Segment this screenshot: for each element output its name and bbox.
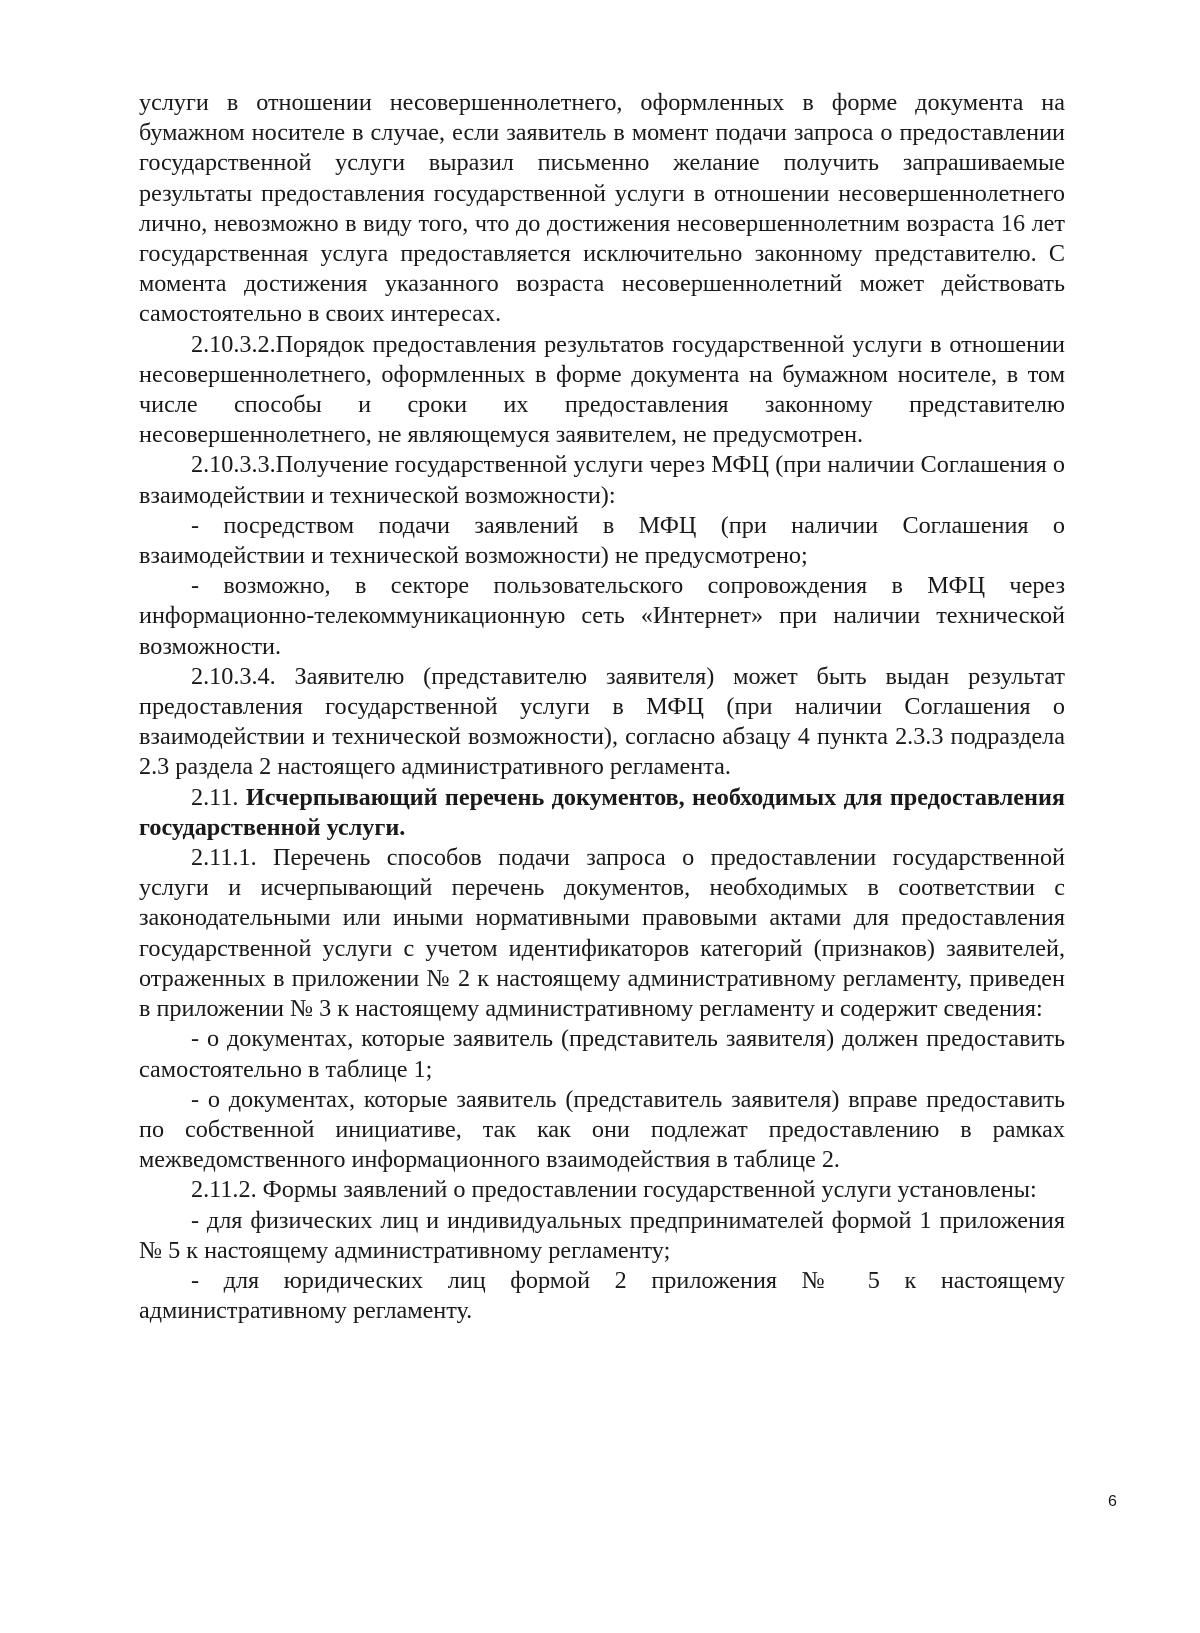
document-body <box>139 88 1065 1326</box>
paragraph-2-11-1: 2.11.1. Перечень способов подачи запроса о предоставлении государственной услуги и исчерпывающий перечень документов, необходимых в соответствии с законодательными или иными нормативными правовыми актами для предоставления государственной услуги с учетом идентификаторов категорий (признаков) заявителей, отраженных в приложении № 2 к настоящему административному регламенту, приведен в приложении № 3 к настоящему административному регламенту и содержит сведения: <box>139 844 1065 1023</box>
list-item-table-2: - о документах, которые заявитель (представитель заявителя) вправе предоставить по собственной инициативе, так как они подлежат предоставлению в рамках межведомственного информационного взаимодействия в таблице 2. <box>139 1085 1065 1174</box>
page-number: 6 <box>1108 1493 1117 1510</box>
paragraph-2-11-2: 2.11.2. Формы заявлений о предоставлении государственной услуги установлены: <box>191 1176 1037 1204</box>
paragraph-continuation: услуги в отношении несовершеннолетнего, оформленных в форме документа на бумажном носителе в случае, если заявитель в момент подачи запроса о предоставлении государственной услуги выразил письменно желание получить запрашиваемые результаты предоставления государственной услуги в отношении несовершеннолетнего лично, невозможно в виду того, что до достижения несовершеннолетним возраста 16 лет государственная услуга предоставляется исключительно законному представителю. С момента достижения указанного возраста несовершеннолетний может действовать самостоятельно в своих интересах. <box>139 89 1065 328</box>
section-title: Исчерпывающий перечень документов, необходимых для предоставления государственной услуги. <box>139 783 1065 841</box>
list-item-form-1: - для физических лиц и индивидуальных предпринимателей формой 1 приложения № 5 к настоящему административному регламенту; <box>139 1206 1065 1264</box>
list-item-form-2: - для юридических лиц формой 2 приложения № 5 к настоящему административному регламенту. <box>139 1266 1065 1325</box>
section-heading-2-11 <box>139 783 1065 843</box>
list-item-submission: - посредством подачи заявлений в МФЦ (при наличии Соглашения о взаимодействии и технической возможности) не предусмотрено; <box>139 511 1065 570</box>
list-item-table-1: - о документах, которые заявитель (представитель заявителя) должен предоставить самостоятельно в таблице 1; <box>139 1025 1065 1083</box>
paragraph-2-10-3-4: 2.10.3.4. Заявителю (представителю заявителя) может быть выдан результат предоставления государственной услуги в МФЦ (при наличии Соглашения о взаимодействии и технической возможности), согласно абзацу 4 пункта 2.3.3 подраздела 2.3 раздела 2 настоящего административного регламента. <box>139 662 1065 781</box>
section-number: 2.11. <box>191 783 239 811</box>
list-item-internet: - возможно, в секторе пользовательского сопровождения в МФЦ через информационно-телекоммуникационную сеть «Интернет» при наличии технической возможности. <box>139 572 1065 660</box>
paragraph-2-10-3-3: 2.10.3.3.Получение государственной услуги через МФЦ (при наличии Соглашения о взаимодействии и технической возможности): <box>139 451 1065 509</box>
paragraph-2-10-3-2: 2.10.3.2.Порядок предоставления результатов государственной услуги в отношении несовершеннолетнего, оформленных в форме документа на бумажном носителе, в том числе способы и сроки их предоставления законному представителю несовершеннолетнего, не являющемуся заявителем, не предусмотрен. <box>139 330 1065 449</box>
